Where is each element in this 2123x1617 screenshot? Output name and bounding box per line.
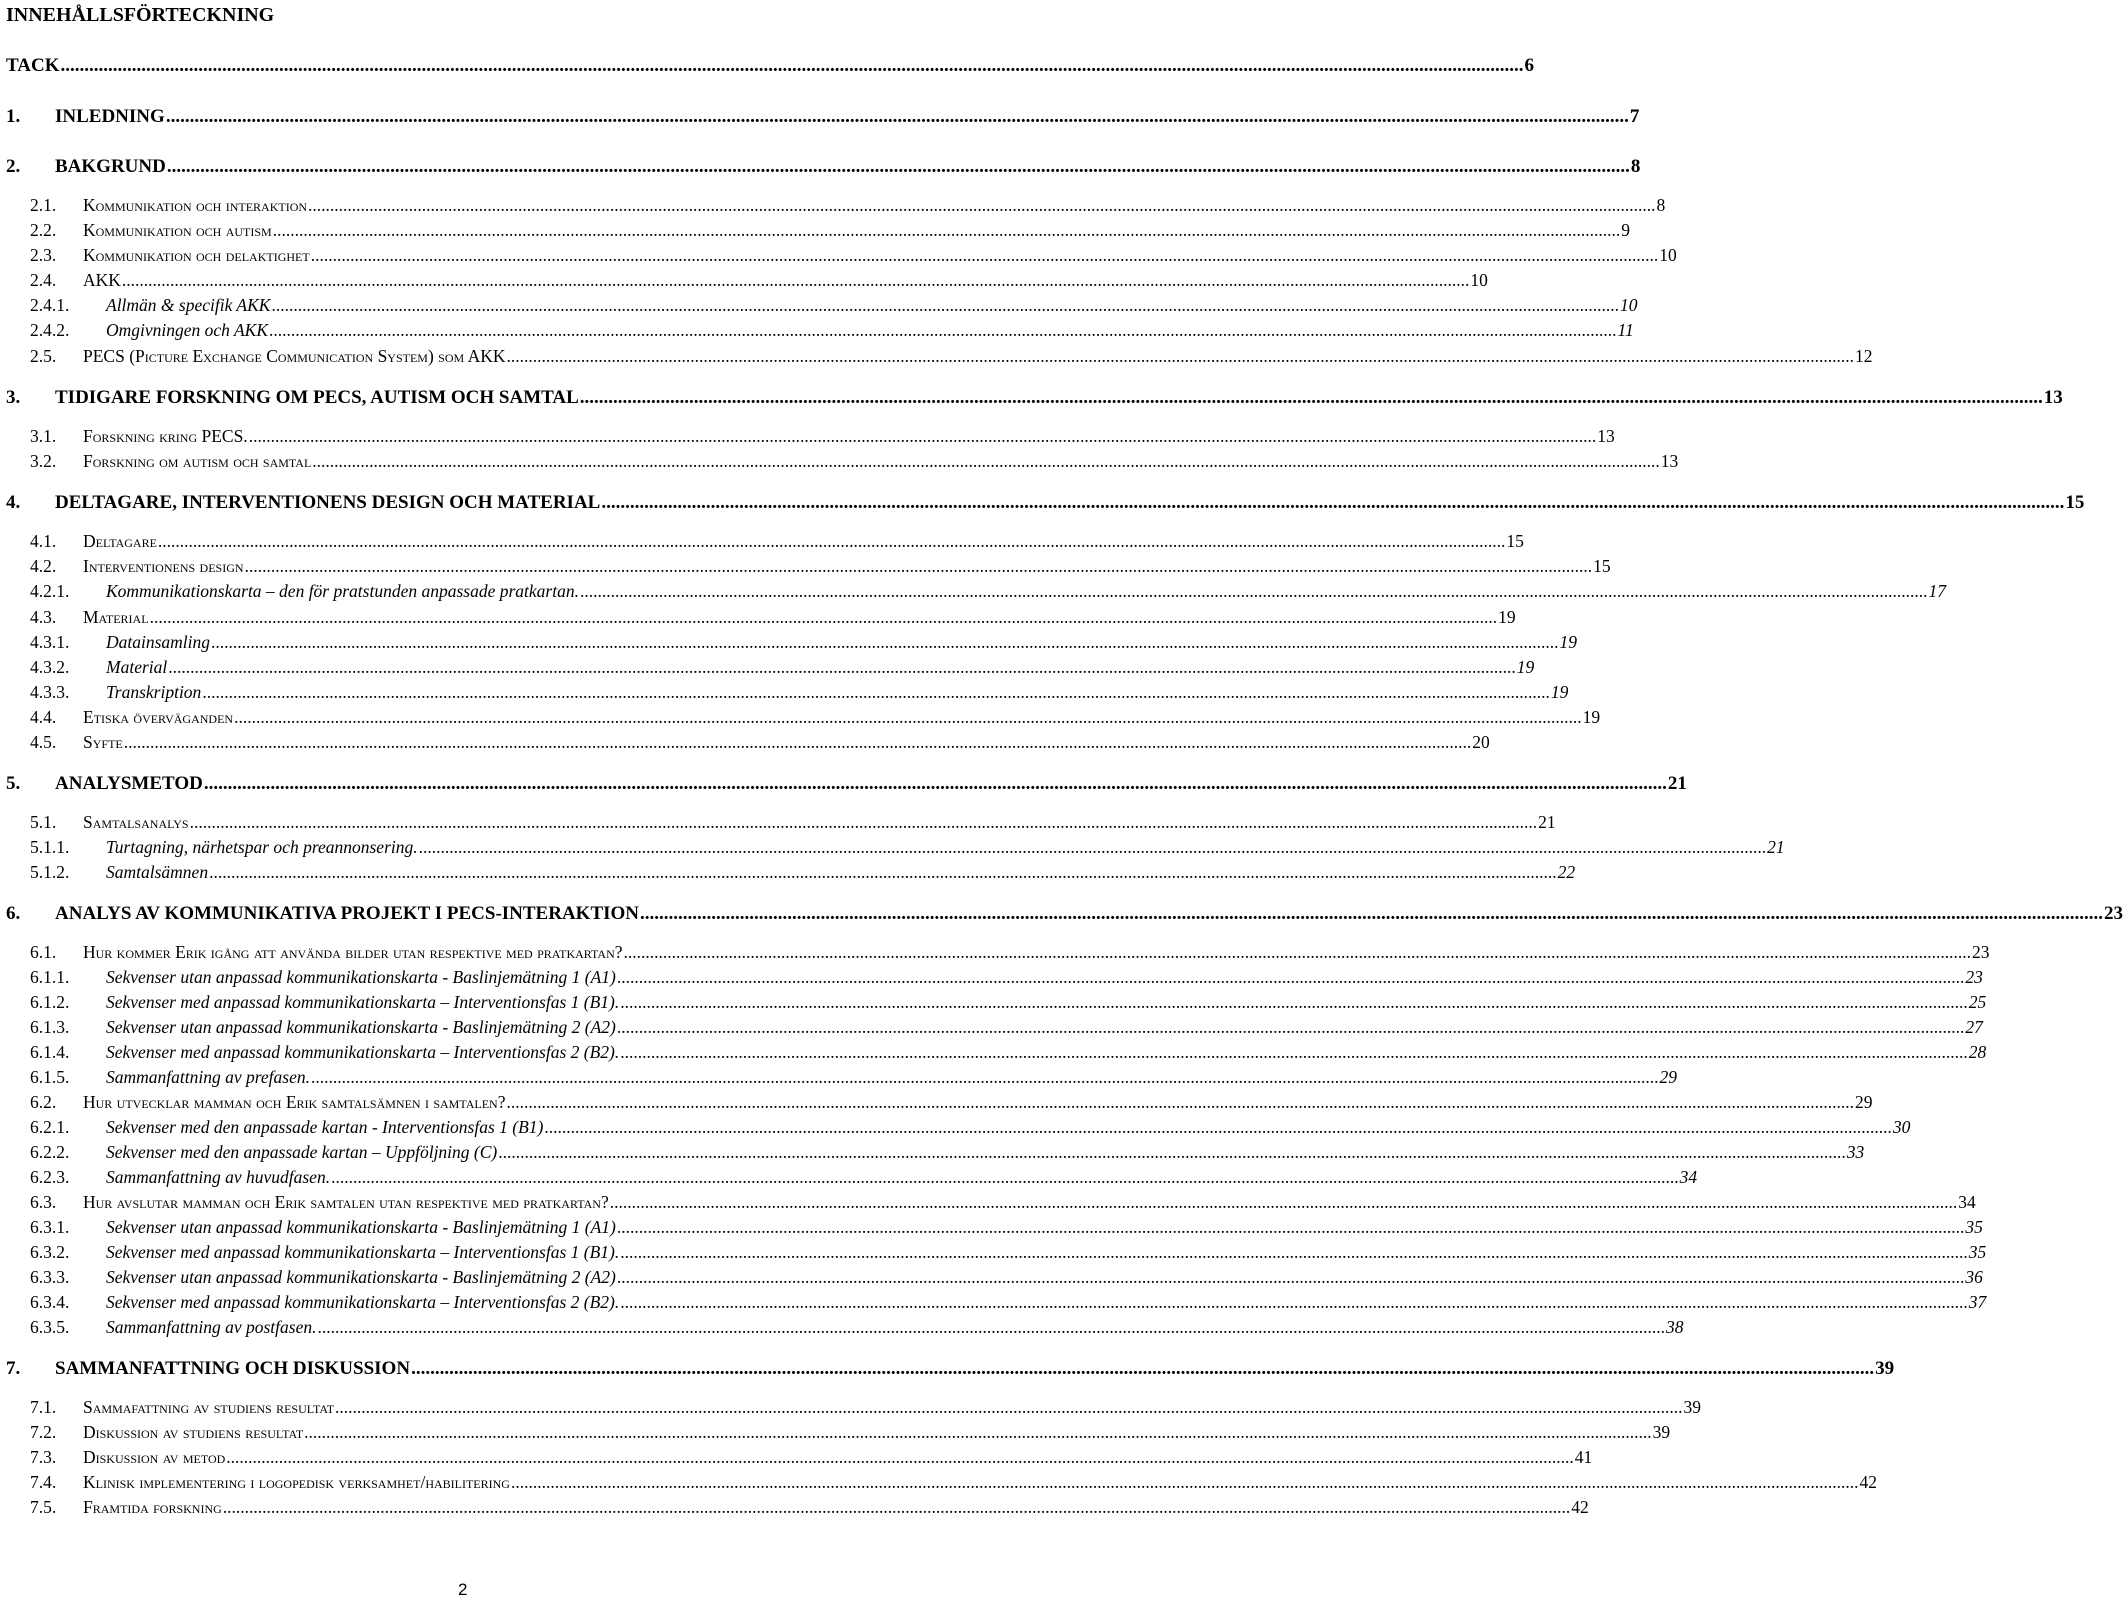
toc-entry[interactable] bbox=[30, 967, 1983, 987]
dot-leader bbox=[601, 493, 2064, 512]
dot-leader bbox=[511, 1474, 1859, 1492]
dot-leader bbox=[249, 428, 1597, 446]
toc-entry-title: Hur avslutar mamman och Erik samtalen utan respektive med pratkartan? bbox=[83, 1192, 609, 1212]
toc-entry-number: 3. bbox=[6, 387, 21, 408]
toc-entry-title: Sekvenser utan anpassad kommunikationskarta - Baslinjemätning 1 (A1) bbox=[106, 1217, 616, 1237]
toc-entry-number: 4.5. bbox=[30, 732, 57, 752]
toc-entry-title: Sekvenser utan anpassad kommunikationskarta - Baslinjemätning 1 (A1) bbox=[106, 967, 616, 987]
toc-entry-page: 8 bbox=[1656, 195, 1666, 215]
toc-entry[interactable] bbox=[30, 295, 1638, 315]
dot-leader bbox=[150, 609, 1498, 627]
toc-entry-number: 6.2. bbox=[30, 1092, 57, 1112]
toc-entry-title: Material bbox=[83, 607, 149, 627]
toc-entry-title: Allmän & specifik AKK bbox=[106, 295, 271, 315]
toc-entry[interactable] bbox=[30, 1042, 1987, 1062]
toc-entry-page: 19 bbox=[1559, 632, 1578, 652]
toc-entry[interactable] bbox=[30, 707, 1601, 727]
dot-leader bbox=[211, 634, 1559, 652]
toc-entry-title: Interventionens design bbox=[83, 556, 244, 576]
toc-entry-number: 3.2. bbox=[30, 451, 57, 471]
toc-entry-title: Diskussion av metod bbox=[83, 1447, 226, 1467]
dot-leader bbox=[122, 272, 1470, 290]
toc-entry-page: 13 bbox=[1660, 451, 1679, 471]
toc-entry-number: 2.5. bbox=[30, 346, 57, 366]
toc-entry-number: 5. bbox=[6, 773, 21, 794]
dot-leader bbox=[223, 1499, 1571, 1517]
toc-entry-page: 22 bbox=[1557, 862, 1576, 882]
toc-entry-title: Forskning kring PECS. bbox=[83, 426, 248, 446]
toc-entry-title: Sekvenser med den anpassade kartan - Interventionsfas 1 (B1) bbox=[106, 1117, 544, 1137]
toc-entry-number: 7.2. bbox=[30, 1422, 57, 1442]
dot-leader bbox=[617, 969, 1965, 987]
dot-leader bbox=[331, 1169, 1679, 1187]
toc-entry-title: Sekvenser utan anpassad kommunikationskarta - Baslinjemätning 2 (A2) bbox=[106, 1267, 616, 1287]
toc-entry-title: AKK bbox=[83, 270, 121, 290]
toc-entry-title: Sekvenser med den anpassade kartan – Uppföljning (C) bbox=[106, 1142, 498, 1162]
toc-entry-page: 6 bbox=[1524, 55, 1534, 76]
dot-leader bbox=[624, 944, 1972, 962]
toc-entry-title: Forskning om autism och samtal bbox=[83, 451, 312, 471]
toc-entry-page: 23 bbox=[1972, 942, 1990, 962]
toc-entry-number: 4.2.1. bbox=[30, 581, 70, 601]
toc-entry-page: 21 bbox=[1538, 812, 1556, 832]
toc-entry-page: 23 bbox=[2104, 903, 2123, 924]
toc-entry-number: 5.1.2. bbox=[30, 862, 70, 882]
toc-entry-number: 6.1.1. bbox=[30, 967, 70, 987]
toc-entry-page: 21 bbox=[1767, 837, 1785, 857]
toc-entry-number: 7.5. bbox=[30, 1497, 57, 1517]
toc-entry-number: 6.3.1. bbox=[30, 1217, 70, 1237]
toc-entry-title: Klinisk implementering i logopedisk verksamhet/habilitering bbox=[83, 1472, 510, 1492]
toc-entry-number: 2.3. bbox=[30, 245, 57, 265]
toc-entry-title: Transkription bbox=[106, 682, 202, 702]
toc-entry[interactable] bbox=[30, 581, 1946, 601]
toc-entry-number: 6.3. bbox=[30, 1192, 57, 1212]
toc-entry-page: 10 bbox=[1619, 295, 1638, 315]
dot-leader bbox=[168, 659, 1516, 677]
toc-entry-page: 42 bbox=[1571, 1497, 1589, 1517]
toc-entry-title: ANALYS AV KOMMUNIKATIVA PROJEKT I PECS-INTERAKTION bbox=[55, 903, 640, 924]
toc-entry[interactable] bbox=[30, 320, 1634, 340]
toc-entry-page: 21 bbox=[1667, 773, 1687, 794]
toc-entry[interactable] bbox=[6, 387, 2063, 408]
toc-entry[interactable] bbox=[30, 1142, 1865, 1162]
dot-leader bbox=[335, 1399, 1683, 1417]
dot-leader bbox=[271, 297, 1619, 315]
toc-entry-title: Hur kommer Erik igång att använda bilder utan respektive med pratkartan? bbox=[83, 942, 623, 962]
dot-leader bbox=[308, 197, 1656, 215]
toc-entry-number: 6.1.5. bbox=[30, 1067, 70, 1087]
toc-entry-title: Samtalsanalys bbox=[83, 812, 189, 832]
toc-entry-number: 6.1.2. bbox=[30, 992, 70, 1012]
toc-entry-title: Sekvenser utan anpassad kommunikationskarta - Baslinjemätning 2 (A2) bbox=[106, 1017, 616, 1037]
toc-entry-title: Sammafattning av studiens resultat bbox=[83, 1397, 335, 1417]
toc-entry-number: 6.1. bbox=[30, 942, 57, 962]
toc-entry[interactable] bbox=[30, 1267, 1983, 1287]
toc-entry-page: 33 bbox=[1846, 1142, 1865, 1162]
dot-leader bbox=[617, 1269, 1965, 1287]
toc-entry-page: 13 bbox=[1597, 426, 1615, 446]
toc-entry[interactable] bbox=[30, 1017, 1983, 1037]
toc-entry[interactable] bbox=[30, 837, 1785, 857]
toc-entry-title: Kommunikation och delaktighet bbox=[83, 245, 310, 265]
toc-entry-page: 15 bbox=[1506, 531, 1524, 551]
toc-entry-page: 29 bbox=[1659, 1067, 1677, 1087]
toc-entry-page: 37 bbox=[1968, 1292, 1987, 1312]
toc-entry[interactable] bbox=[30, 682, 1569, 702]
toc-entry[interactable] bbox=[30, 732, 1490, 752]
toc-entry[interactable] bbox=[30, 812, 1556, 832]
toc-entry-number: 4.3.3. bbox=[30, 682, 70, 702]
dot-leader bbox=[317, 1319, 1665, 1337]
toc-entry-title: ANALYSMETOD bbox=[55, 773, 203, 794]
toc-entry-title: INLEDNING bbox=[55, 106, 165, 127]
toc-entry-page: 12 bbox=[1855, 346, 1873, 366]
toc-entry[interactable] bbox=[30, 942, 1990, 962]
dot-leader bbox=[190, 814, 1538, 832]
toc-entry-number: 7.4. bbox=[30, 1472, 57, 1492]
toc-entry-page: 27 bbox=[1965, 1017, 1983, 1037]
dot-leader bbox=[580, 583, 1928, 601]
toc-entry-title: Kommunikation och interaktion bbox=[83, 195, 308, 215]
toc-entry-title: TIDIGARE FORSKNING OM PECS, AUTISM OCH SAMTAL bbox=[55, 387, 579, 408]
toc-entry-page: 11 bbox=[1617, 320, 1634, 340]
toc-entry-title: Framtida forskning bbox=[83, 1497, 222, 1517]
dot-leader bbox=[312, 453, 1660, 471]
toc-entry-page: 25 bbox=[1968, 992, 1987, 1012]
toc-entry-page: 39 bbox=[1652, 1422, 1671, 1442]
toc-entry[interactable] bbox=[30, 1067, 1677, 1087]
toc-entry-number: 6.3.5. bbox=[30, 1317, 70, 1337]
toc-entry-number: 6.2.2. bbox=[30, 1142, 70, 1162]
toc-entry[interactable] bbox=[30, 556, 1611, 576]
dot-leader bbox=[620, 1044, 1968, 1062]
toc-entry-page: 13 bbox=[2043, 387, 2063, 408]
dot-leader bbox=[158, 533, 1506, 551]
toc-entry-title: Datainsamling bbox=[106, 632, 211, 652]
dot-leader bbox=[304, 1424, 1652, 1442]
toc-entry[interactable] bbox=[30, 1317, 1684, 1337]
toc-entry-title: Sammanfattning av huvudfasen. bbox=[106, 1167, 331, 1187]
toc-entry-number: 4.3. bbox=[30, 607, 57, 627]
toc-entry-page: 17 bbox=[1928, 581, 1946, 601]
dot-leader bbox=[617, 1219, 1965, 1237]
toc-entry-title: Hur utvecklar mamman och Erik samtalsämnen i samtalen? bbox=[83, 1092, 506, 1112]
toc-entry-number: 6. bbox=[6, 903, 21, 924]
dot-leader bbox=[580, 388, 2043, 407]
toc-entry[interactable] bbox=[6, 1358, 1895, 1379]
toc-entry-page: 41 bbox=[1574, 1447, 1593, 1467]
toc-entry-number: 6.1.3. bbox=[30, 1017, 70, 1037]
toc-entry-page: 19 bbox=[1498, 607, 1516, 627]
toc-entry[interactable] bbox=[30, 862, 1576, 882]
toc-entry[interactable] bbox=[30, 632, 1578, 652]
toc-entry-page: 38 bbox=[1665, 1317, 1684, 1337]
toc-entry-number: 5.1.1. bbox=[30, 837, 70, 857]
toc-entry-number: 6.3.2. bbox=[30, 1242, 70, 1262]
toc-entry-title: Kommunikation och autism bbox=[83, 220, 272, 240]
toc-entry[interactable] bbox=[30, 1447, 1593, 1467]
toc-entry[interactable] bbox=[30, 992, 1987, 1012]
dot-leader bbox=[269, 322, 1617, 340]
dot-leader bbox=[245, 558, 1593, 576]
toc-entry-number: 4. bbox=[6, 492, 21, 513]
toc-entry-page: 39 bbox=[1875, 1358, 1895, 1379]
dot-leader bbox=[166, 107, 1629, 126]
dot-leader bbox=[617, 1019, 1965, 1037]
toc-entry-page: 42 bbox=[1859, 1472, 1877, 1492]
toc-entry-number: 4.2. bbox=[30, 556, 57, 576]
dot-leader bbox=[209, 864, 1557, 882]
toc-entry[interactable] bbox=[30, 1422, 1671, 1442]
toc-entry-page: 15 bbox=[2065, 492, 2085, 513]
toc-entry-title: SAMMANFATTNING OCH DISKUSSION bbox=[55, 1358, 411, 1379]
toc-entry-page: 19 bbox=[1516, 657, 1535, 677]
toc-entry[interactable] bbox=[30, 1292, 1987, 1312]
dot-leader bbox=[620, 1244, 1968, 1262]
dot-leader bbox=[167, 157, 1630, 176]
toc-entry[interactable] bbox=[6, 156, 1641, 177]
toc-entry-title: Sammanfattning av postfasen. bbox=[106, 1317, 317, 1337]
toc-entry-page: 20 bbox=[1472, 732, 1490, 752]
toc-entry[interactable] bbox=[30, 1472, 1877, 1492]
toc-entry-number: 2. bbox=[6, 156, 21, 177]
dot-leader bbox=[498, 1144, 1846, 1162]
toc-entry-title: TACK bbox=[6, 55, 60, 76]
dot-leader bbox=[204, 774, 1667, 793]
toc-entry-number: 6.3.3. bbox=[30, 1267, 70, 1287]
toc-entry[interactable] bbox=[6, 55, 1534, 76]
toc-entry-page: 10 bbox=[1659, 245, 1677, 265]
toc-entry[interactable] bbox=[30, 1167, 1698, 1187]
toc-entry-page: 35 bbox=[1968, 1242, 1987, 1262]
toc-entry-number: 2.4. bbox=[30, 270, 57, 290]
page-number: 2 bbox=[458, 1580, 468, 1599]
toc-entry[interactable] bbox=[30, 1242, 1987, 1262]
toc-entry-page: 19 bbox=[1550, 682, 1569, 702]
toc-entry-number: 1. bbox=[6, 106, 21, 127]
dot-leader bbox=[234, 709, 1582, 727]
toc-entry-number: 7.1. bbox=[30, 1397, 57, 1417]
toc-entry-page: 34 bbox=[1958, 1192, 1976, 1212]
toc-entry-number: 6.1.4. bbox=[30, 1042, 70, 1062]
toc-entry-number: 4.4. bbox=[30, 707, 57, 727]
dot-leader bbox=[620, 994, 1968, 1012]
toc-entry[interactable] bbox=[30, 245, 1677, 265]
toc-entry[interactable] bbox=[30, 1217, 1983, 1237]
toc-entry-page: 29 bbox=[1854, 1092, 1873, 1112]
toc-entry-title: Sammanfattning av prefasen. bbox=[106, 1067, 310, 1087]
dot-leader bbox=[419, 839, 1767, 857]
page-title: INNEHÅLLSFÖRTECKNING bbox=[6, 4, 275, 26]
dot-leader bbox=[620, 1294, 1968, 1312]
toc-entry[interactable] bbox=[30, 1117, 1911, 1137]
toc-entry-number: 2.4.1. bbox=[30, 295, 70, 315]
toc-entry-page: 36 bbox=[1965, 1267, 1983, 1287]
toc-entry-number: 7.3. bbox=[30, 1447, 57, 1467]
toc-entry-number: 3.1. bbox=[30, 426, 57, 446]
toc-entry[interactable] bbox=[30, 607, 1516, 627]
dot-leader bbox=[640, 904, 2103, 923]
toc-entry[interactable] bbox=[6, 903, 2123, 924]
toc-entry-page: 10 bbox=[1470, 270, 1488, 290]
toc-entry-title: Omgivningen och AKK bbox=[106, 320, 269, 340]
toc-entry-number: 7. bbox=[6, 1358, 21, 1379]
toc-entry-number: 4.3.1. bbox=[30, 632, 70, 652]
toc-entry-title: Syfte bbox=[83, 732, 123, 752]
toc-entry-number: 4.3.2. bbox=[30, 657, 70, 677]
toc-entry-number: 2.1. bbox=[30, 195, 57, 215]
toc-entry-number: 5.1. bbox=[30, 812, 57, 832]
toc-entry[interactable] bbox=[30, 1397, 1702, 1417]
toc-entry-title: Samtalsämnen bbox=[106, 862, 209, 882]
toc-entry-title: Deltagare bbox=[83, 531, 157, 551]
toc-entry[interactable] bbox=[30, 220, 1630, 240]
toc-entry[interactable] bbox=[30, 195, 1666, 215]
dot-leader bbox=[226, 1449, 1574, 1467]
toc-entry[interactable] bbox=[30, 1497, 1589, 1517]
toc-entry-title: PECS (Picture Exchange Communication System) som AKK bbox=[83, 346, 506, 366]
dot-leader bbox=[610, 1194, 1958, 1212]
dot-leader bbox=[507, 348, 1855, 366]
toc-entry-title: Sekvenser med anpassad kommunikationskarta – Interventionsfas 2 (B2). bbox=[106, 1042, 620, 1062]
toc-entry-page: 19 bbox=[1582, 707, 1601, 727]
toc-entry-title: Turtagning, närhetspar och preannonsering. bbox=[106, 837, 418, 857]
toc-entry[interactable] bbox=[6, 106, 1640, 127]
toc-entry-number: 6.3.4. bbox=[30, 1292, 70, 1312]
toc-entry-page: 9 bbox=[1621, 220, 1630, 240]
dot-leader bbox=[506, 1094, 1854, 1112]
dot-leader bbox=[273, 222, 1621, 240]
toc-entry[interactable] bbox=[30, 1092, 1873, 1112]
toc-entry-number: 6.2.1. bbox=[30, 1117, 70, 1137]
dot-leader bbox=[544, 1119, 1892, 1137]
toc-entry-title: Diskussion av studiens resultat bbox=[83, 1422, 304, 1442]
dot-leader bbox=[411, 1359, 1874, 1378]
toc-entry-title: Material bbox=[106, 657, 168, 677]
toc-entry-page: 34 bbox=[1679, 1167, 1698, 1187]
toc-entry-page: 7 bbox=[1629, 106, 1640, 127]
toc-entry-page: 39 bbox=[1683, 1397, 1702, 1417]
toc-entry-title: Etiska överväganden bbox=[83, 707, 234, 727]
toc-entry-title: Sekvenser med anpassad kommunikationskarta – Interventionsfas 2 (B2). bbox=[106, 1292, 620, 1312]
toc-entry[interactable] bbox=[30, 346, 1873, 366]
toc-entry-page: 30 bbox=[1892, 1117, 1911, 1137]
dot-leader bbox=[311, 1069, 1659, 1087]
toc-entry-page: 8 bbox=[1630, 156, 1641, 177]
toc-entry-page: 35 bbox=[1965, 1217, 1983, 1237]
toc-entry-page: 15 bbox=[1593, 556, 1611, 576]
dot-leader bbox=[202, 684, 1550, 702]
toc-entry[interactable] bbox=[30, 426, 1615, 446]
toc-entry[interactable] bbox=[6, 492, 2085, 513]
toc-entry-number: 4.1. bbox=[30, 531, 57, 551]
toc-entry-title: Sekvenser med anpassad kommunikationskarta – Interventionsfas 1 (B1). bbox=[106, 992, 620, 1012]
toc-entry-number: 6.2.3. bbox=[30, 1167, 70, 1187]
toc-entry-number: 2.4.2. bbox=[30, 320, 70, 340]
toc-entry-number: 2.2. bbox=[30, 220, 57, 240]
dot-leader bbox=[124, 734, 1472, 752]
toc-entry[interactable] bbox=[6, 773, 1687, 794]
toc-entry[interactable] bbox=[30, 451, 1679, 471]
toc-entry-page: 28 bbox=[1968, 1042, 1987, 1062]
toc-entry-title: Sekvenser med anpassad kommunikationskarta – Interventionsfas 1 (B1). bbox=[106, 1242, 620, 1262]
dot-leader bbox=[60, 56, 1523, 75]
toc-entry-title: DELTAGARE, INTERVENTIONENS DESIGN OCH MATERIAL bbox=[55, 492, 601, 513]
toc-entry[interactable] bbox=[30, 1192, 1976, 1212]
toc-entry[interactable] bbox=[30, 531, 1524, 551]
toc-entry-title: Kommunikationskarta – den för pratstunden anpassade pratkartan. bbox=[106, 581, 579, 601]
toc-entry-title: BAKGRUND bbox=[55, 156, 166, 177]
toc-entry[interactable] bbox=[30, 657, 1535, 677]
dot-leader bbox=[311, 247, 1659, 265]
toc-entry-page: 23 bbox=[1965, 967, 1983, 987]
toc-entry[interactable] bbox=[30, 270, 1488, 290]
